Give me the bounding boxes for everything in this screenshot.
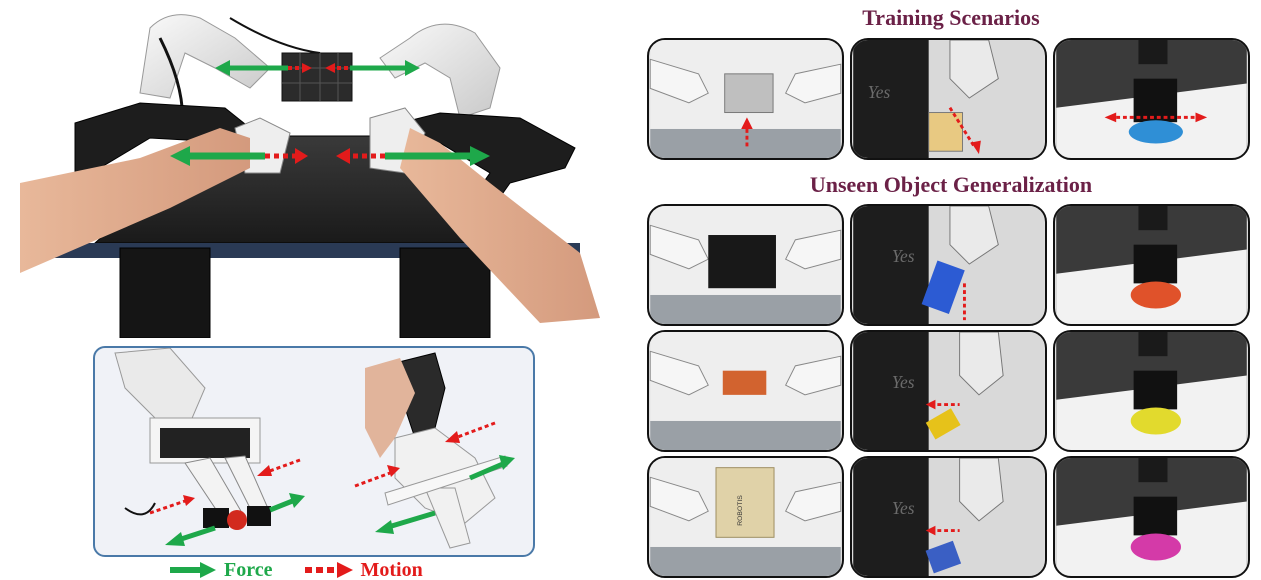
tile-unseen-cardboard <box>647 456 844 578</box>
legend <box>170 559 423 580</box>
tile-unseen-red-clay <box>1053 204 1250 326</box>
robot-wrist <box>115 348 205 423</box>
tile-unseen-snack <box>850 456 1047 578</box>
scene-press-blue-clay <box>1055 40 1248 158</box>
scene-bimanual-woven-box <box>649 40 842 158</box>
tile-unseen-yellow-can <box>850 330 1047 452</box>
scene-wall-snack <box>852 458 1045 576</box>
scene-press-red-clay <box>1055 206 1248 324</box>
force-arrow-icon <box>170 562 216 578</box>
tile-training-press <box>1053 38 1250 160</box>
tile-unseen-sponge <box>647 330 844 452</box>
scene-bimanual-black-bag <box>649 206 842 324</box>
pink-clay <box>1131 533 1181 560</box>
scene-wall-insert <box>852 40 1045 158</box>
base-box-left <box>120 248 210 338</box>
tile-unseen-yellow-clay <box>1053 330 1250 452</box>
robot-arm-left <box>140 15 270 98</box>
wall-text: Yes <box>867 82 891 103</box>
wall-text: Yes <box>891 498 915 519</box>
tile-training-bag <box>647 38 844 160</box>
motion-arrow-icon <box>305 562 353 578</box>
gripper-inset-box <box>93 346 535 557</box>
robot-arm-right <box>380 24 500 118</box>
tomato <box>227 510 247 530</box>
scene-wall-yellow-can <box>852 332 1045 450</box>
tile-unseen-pink-clay <box>1053 456 1250 578</box>
training-scenarios-title: Training Scenarios <box>862 5 1040 30</box>
wall-text: Yes <box>891 372 915 393</box>
scene-press-yellow-clay <box>1055 332 1248 450</box>
teleoperation-photo <box>20 8 600 338</box>
scene-bimanual-cardboard <box>649 458 842 576</box>
box-print: ROBOTIS <box>737 495 745 526</box>
scene-wall-blue-block <box>852 206 1045 324</box>
blue-clay <box>1129 120 1183 143</box>
unseen-object-title: Unseen Object Generalization <box>809 172 1093 197</box>
woven-bag <box>282 53 352 101</box>
base-box-right <box>400 248 490 338</box>
gripper-closeups <box>95 348 535 557</box>
teleoperation-scene <box>20 8 600 338</box>
red-clay <box>1131 281 1181 308</box>
yellow-clay <box>1131 407 1181 434</box>
tile-unseen-blue-block <box>850 204 1047 326</box>
tile-unseen-black-bag <box>647 204 844 326</box>
legend-motion-label: Motion <box>360 558 423 580</box>
tile-training-shelf <box>850 38 1047 160</box>
scene-press-pink-clay <box>1055 458 1248 576</box>
legend-force-label: Force <box>224 558 273 580</box>
wall-text: Yes <box>891 246 915 267</box>
scene-bimanual-sponge <box>649 332 842 450</box>
